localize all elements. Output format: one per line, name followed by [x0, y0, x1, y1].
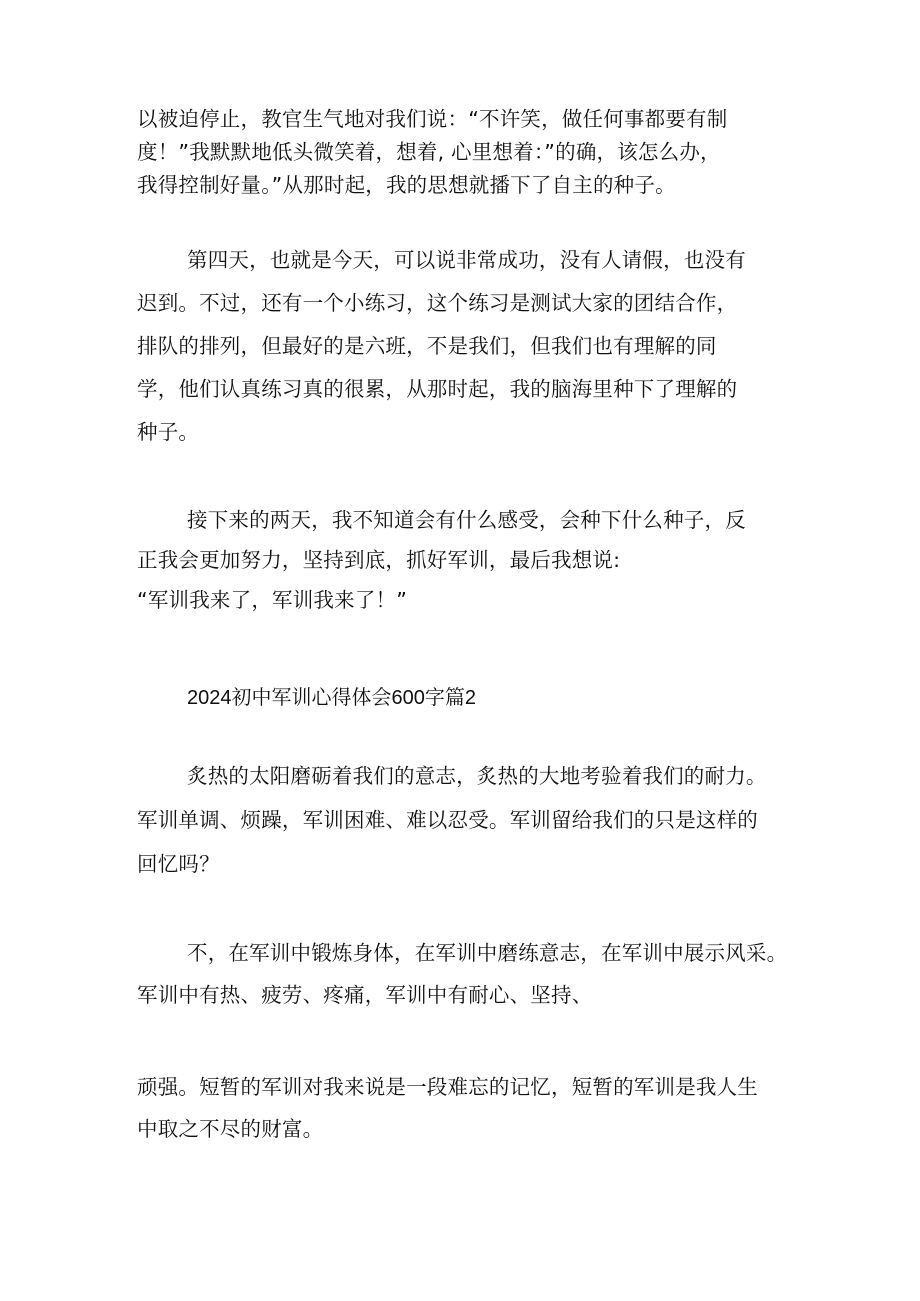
paragraph-3-line-3: “军训我来了，军训我来了！”	[137, 588, 408, 612]
paragraph-5-line-2: 军训中有热、疲劳、疼痛，军训中有耐心、坚持、	[137, 983, 593, 1007]
paragraph-4-line-1: 炙热的太阳磨砺着我们的意志，炙热的大地考验着我们的耐力。	[187, 764, 767, 788]
paragraph-2-line-3: 排队的排列，但最好的是六班，不是我们，但我们也有理解的同	[137, 334, 717, 358]
section-heading: 2024初中军训心得体会600字篇2	[187, 687, 476, 709]
paragraph-6-line-2: 中取之不尽的财富。	[137, 1117, 324, 1141]
paragraph-6-line-1: 顽强。短暂的军训对我来说是一段难忘的记忆，短暂的军训是我人生	[137, 1075, 758, 1099]
paragraph-4-line-2: 军训单调、烦躁，军训困难、难以忍受。军训留给我们的只是这样的	[137, 808, 758, 832]
paragraph-4-line-3: 回忆吗？	[137, 852, 220, 876]
paragraph-2-line-1: 第四天，也就是今天，可以说非常成功，没有人请假，也没有	[187, 248, 746, 272]
paragraph-3-line-2: 正我会更加努力，坚持到底，抓好军训，最后我想说:	[137, 548, 621, 572]
paragraph-1-line-1: 以被迫停止，教官生气地对我们说：“不许笑，做任何事都要有制	[137, 107, 728, 131]
paragraph-2-line-2: 迟到。不过，还有一个小练习，这个练习是测试大家的团结合作，	[137, 291, 738, 315]
paragraph-2-line-5: 种子。	[137, 420, 200, 444]
paragraph-1-line-2: 度！”我默默地低头微笑着，想着, 心里想着：”的确，该怎么办，	[137, 140, 721, 164]
paragraph-2-line-4: 学，他们认真练习真的很累，从那时起，我的脑海里种下了理解的	[137, 377, 738, 401]
paragraph-1-line-3: 我得控制好量。”从那时起，我的思想就播下了自主的种子。	[137, 173, 676, 197]
paragraph-3-line-1: 接下来的两天，我不知道会有什么感受，会种下什么种子，反	[187, 508, 746, 532]
paragraph-5-line-1: 不，在军训中锻炼身体，在军训中磨练意志，在军训中展示风采。	[187, 941, 788, 965]
